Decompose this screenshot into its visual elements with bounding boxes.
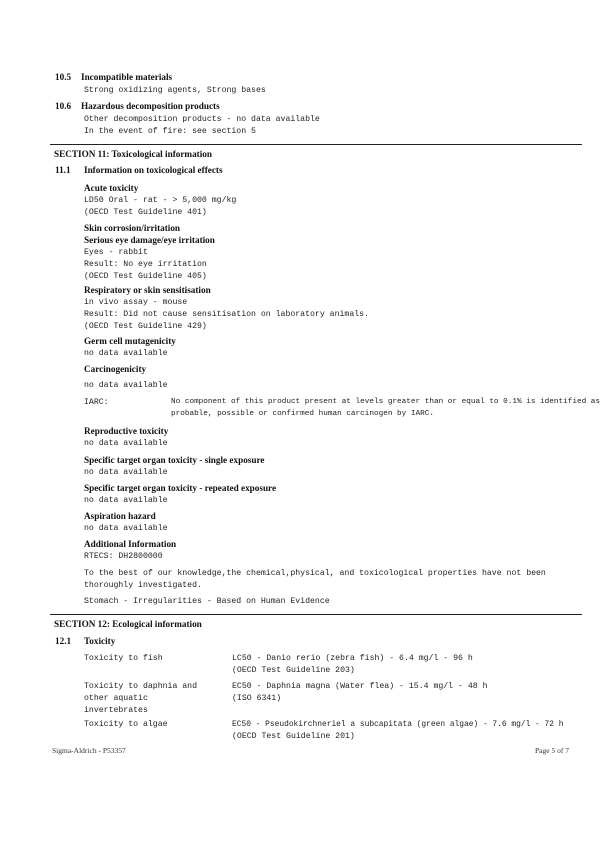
reproductive-title: Reproductive toxicity (84, 426, 169, 436)
aspiration-title: Aspiration hazard (84, 511, 156, 521)
knowledge-line-2: thoroughly investigated. (84, 581, 202, 590)
sensitisation-line-1: in vivo assay - mouse (84, 298, 188, 307)
daphnia-value-line-2: (ISO 6341) (232, 694, 282, 703)
germ-cell-title: Germ cell mutagenicity (84, 336, 176, 346)
footer-product-id: Sigma-Aldrich - P53357 (52, 746, 126, 755)
algae-label: Toxicity to algae (84, 720, 168, 729)
daphnia-value-line-1: EC50 - Daphnia magna (Water flea) - 15.4 mg/l - 48 h (232, 682, 488, 691)
germ-cell-text: no data available (84, 349, 168, 358)
section-12-rule (50, 614, 582, 615)
eye-damage-line-1: Eyes - rabbit (84, 248, 148, 257)
footer-page-number: Page 5 of 7 (535, 746, 569, 755)
fish-value-line-2: (OECD Test Guideline 203) (232, 666, 355, 675)
sensitisation-line-3: (OECD Test Guideline 429) (84, 322, 207, 331)
sensitisation-line-2: Result: Did not cause sensitisation on laboratory animals. (84, 310, 369, 319)
fish-label: Toxicity to fish (84, 654, 163, 663)
acute-toxicity-guideline: (OECD Test Guideline 401) (84, 208, 207, 217)
sensitisation-title: Respiratory or skin sensitisation (84, 285, 211, 295)
carcinogenicity-text: no data available (84, 381, 168, 390)
decomposition-line-1: Other decomposition products - no data available (84, 115, 320, 124)
iarc-text-line-2: probable, possible or confirmed human carcinogen by IARC. (171, 410, 434, 418)
additional-info-title: Additional Information (84, 539, 177, 549)
daphnia-label-line-1: Toxicity to daphnia and (84, 682, 198, 691)
section-11-rule (50, 144, 582, 145)
section-10-5-number: 10.5 (55, 72, 72, 82)
stot-repeat-title: Specific target organ toxicity - repeated exposure (84, 483, 277, 493)
stomach-effects: Stomach - Irregularities - Based on Human Evidence (84, 597, 330, 606)
decomposition-line-2: In the event of fire: see section 5 (84, 127, 256, 136)
section-10-6-number: 10.6 (55, 101, 72, 111)
section-12-1-number: 12.1 (55, 636, 72, 646)
eye-damage-title: Serious eye damage/eye irritation (84, 235, 215, 245)
section-11-1-title: Information on toxicological effects (84, 165, 223, 175)
section-12-heading: SECTION 12: Ecological information (54, 619, 202, 629)
section-11-1-number: 11.1 (55, 165, 71, 175)
iarc-label: IARC: (84, 398, 109, 407)
incompatible-materials-text: Strong oxidizing agents, Strong bases (84, 86, 266, 95)
stot-single-title: Specific target organ toxicity - single exposure (84, 455, 265, 465)
skin-corrosion-title: Skin corrosion/irritation (84, 223, 181, 233)
rtecs-number: RTECS: DH2800000 (84, 552, 163, 561)
iarc-text-line-1: No component of this product present at levels greater than or equal to 0.1% is identified as (171, 398, 600, 406)
aspiration-text: no data available (84, 524, 168, 533)
eye-damage-line-3: (OECD Test Guideline 405) (84, 272, 207, 281)
section-10-6-title: Hazardous decomposition products (81, 101, 220, 111)
stot-single-text: no data available (84, 468, 168, 477)
acute-toxicity-ld50: LD50 Oral - rat - > 5,000 mg/kg (84, 196, 237, 205)
knowledge-line-1: To the best of our knowledge,the chemical,physical, and toxicological properties have not been (84, 569, 546, 578)
section-11-heading: SECTION 11: Toxicological information (54, 149, 212, 159)
acute-toxicity-title: Acute toxicity (84, 183, 139, 193)
daphnia-label-line-2: other aquatic (84, 694, 148, 703)
section-12-1-title: Toxicity (84, 636, 116, 646)
carcinogenicity-title: Carcinogenicity (84, 364, 147, 374)
daphnia-label-line-3: invertebrates (84, 706, 148, 715)
algae-value-line-1: EC50 - Pseudokirchneriel a subcapitata (green algae) - 7.6 mg/l - 72 h (232, 720, 564, 729)
stot-repeat-text: no data available (84, 496, 168, 505)
reproductive-text: no data available (84, 439, 168, 448)
algae-value-line-2: (OECD Test Guideline 201) (232, 732, 355, 741)
eye-damage-line-2: Result: No eye irritation (84, 260, 207, 269)
fish-value-line-1: LC50 - Danio rerio (zebra fish) - 6.4 mg/l - 96 h (232, 654, 473, 663)
section-10-5-title: Incompatible materials (81, 72, 173, 82)
